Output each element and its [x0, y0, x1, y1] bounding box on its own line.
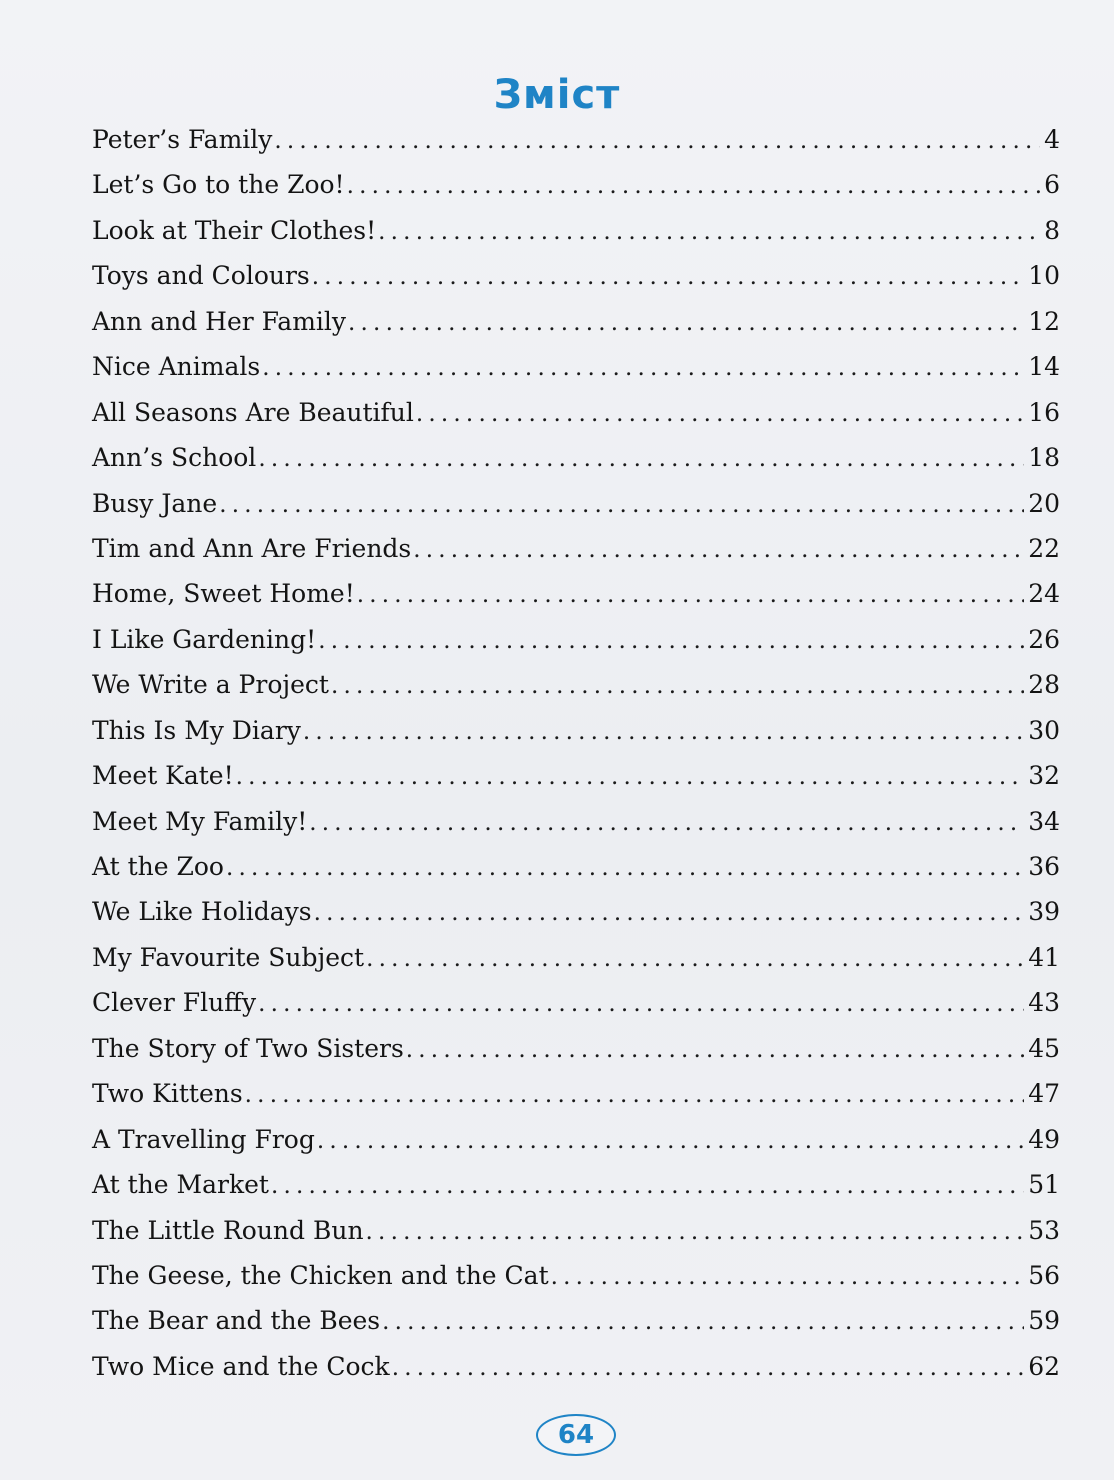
toc-entry[interactable] — [92, 253, 1060, 298]
toc-entry-page: 14 — [1028, 352, 1060, 382]
toc-entry[interactable] — [92, 980, 1060, 1025]
toc-entry-title: We Write a Project — [92, 670, 329, 700]
toc-entry-title: I Like Gardening! — [92, 624, 317, 654]
toc-entry-page: 6 — [1044, 170, 1060, 200]
toc-leader-dots — [258, 982, 1024, 1027]
toc-leader-dots — [245, 1073, 1025, 1118]
toc-entry-title: Let’s Go to the Zoo! — [92, 170, 345, 200]
toc-entry-title: Home, Sweet Home! — [92, 579, 355, 609]
toc-entry-title: Nice Animals — [92, 352, 261, 382]
toc-entry-page: 45 — [1028, 1033, 1060, 1063]
toc-entry-page: 22 — [1028, 533, 1060, 563]
toc-entry-page: 12 — [1028, 306, 1060, 336]
toc-entry[interactable] — [92, 1026, 1060, 1071]
toc-entry[interactable] — [92, 208, 1060, 253]
toc-leader-dots — [347, 164, 1041, 209]
toc-entry-title: Toys and Colours — [92, 261, 310, 291]
toc-entry-title: Two Kittens — [92, 1079, 243, 1109]
toc-leader-dots — [317, 1119, 1024, 1164]
toc-entry-title: Busy Jane — [92, 488, 218, 518]
toc-leader-dots — [378, 210, 1040, 255]
toc-leader-dots — [413, 528, 1024, 573]
toc-entry[interactable] — [92, 1208, 1060, 1253]
toc-entry[interactable] — [92, 299, 1060, 344]
toc-leader-dots — [219, 483, 1024, 528]
toc-entry[interactable] — [92, 753, 1060, 798]
toc-entry-page: 24 — [1028, 579, 1060, 609]
toc-entry-title: Clever Fluffy — [92, 988, 257, 1018]
toc-entry-title: The Story of Two Sisters — [92, 1033, 404, 1063]
toc-entry-title: We Like Holidays — [92, 897, 312, 927]
toc-leader-dots — [318, 619, 1024, 664]
toc-entry[interactable] — [92, 1344, 1060, 1389]
toc-leader-dots — [236, 755, 1025, 800]
toc-entry[interactable] — [92, 435, 1060, 480]
toc-entry-page: 36 — [1028, 852, 1060, 881]
toc-entry-title: At the Zoo — [92, 852, 224, 881]
toc-entry[interactable] — [92, 1298, 1060, 1343]
toc-leader-dots — [258, 437, 1024, 482]
toc-entry-page: 32 — [1028, 761, 1060, 791]
page-number-badge: 64 — [536, 1414, 616, 1456]
toc-leader-dots — [309, 801, 1024, 846]
toc-entry-page: 34 — [1028, 806, 1060, 836]
toc-entry[interactable] — [92, 1162, 1060, 1207]
toc-leader-dots — [331, 664, 1024, 709]
toc-entry-title: Meet My Family! — [92, 806, 308, 836]
toc-entry-title: A Travelling Frog — [92, 1124, 315, 1154]
toc-entry-title: Look at Their Clothes! — [92, 215, 377, 245]
toc-entry-title: Ann’s School — [92, 443, 257, 473]
toc-leader-dots — [303, 710, 1024, 755]
toc-entry-title: Ann and Her Family — [92, 306, 347, 336]
toc-entry-page: 49 — [1028, 1124, 1060, 1154]
toc-leader-dots — [392, 1346, 1024, 1391]
toc-entry[interactable] — [92, 708, 1060, 753]
toc-entry[interactable] — [92, 889, 1060, 934]
toc-entry-title: At the Market — [92, 1170, 269, 1200]
toc-entry-page: 47 — [1028, 1079, 1060, 1109]
page-title: Зміст — [493, 72, 621, 118]
toc-leader-dots — [382, 1300, 1024, 1345]
toc-entry-title: The Little Round Bun — [92, 1215, 364, 1245]
toc-leader-dots — [271, 1164, 1024, 1209]
toc-entry-title: Tim and Ann Are Friends — [92, 533, 412, 563]
toc-entry[interactable] — [92, 799, 1060, 844]
toc-entry-page: 53 — [1028, 1215, 1060, 1245]
toc-entry[interactable] — [92, 844, 1060, 889]
toc-leader-dots — [348, 301, 1024, 346]
toc-entry-title: All Seasons Are Beautiful — [92, 397, 414, 427]
toc-entry[interactable] — [92, 481, 1060, 526]
toc-entry[interactable] — [92, 344, 1060, 389]
toc-entry-page: 10 — [1028, 261, 1060, 291]
table-of-contents — [92, 117, 1060, 1389]
toc-entry-page: 41 — [1028, 942, 1060, 972]
toc-entry-page: 59 — [1028, 1306, 1060, 1336]
toc-entry-title: Meet Kate! — [92, 761, 234, 791]
toc-entry-title: Peter’s Family — [92, 125, 273, 154]
toc-leader-dots — [551, 1255, 1025, 1300]
toc-leader-dots — [312, 255, 1024, 300]
toc-entry-title: The Bear and the Bees — [92, 1306, 381, 1336]
toc-entry[interactable] — [92, 390, 1060, 435]
toc-entry[interactable] — [92, 1117, 1060, 1162]
toc-entry-page: 30 — [1028, 715, 1060, 745]
toc-entry[interactable] — [92, 117, 1060, 162]
toc-entry-page: 43 — [1028, 988, 1060, 1018]
toc-leader-dots — [226, 846, 1024, 891]
toc-entry-page: 20 — [1028, 488, 1060, 518]
toc-leader-dots — [416, 392, 1024, 437]
toc-entry-page: 39 — [1028, 897, 1060, 927]
toc-entry-title: Two Mice and the Cock — [92, 1351, 390, 1381]
toc-entry-page: 51 — [1028, 1170, 1060, 1200]
toc-entry-page: 4 — [1044, 125, 1060, 154]
toc-entry-title: The Geese, the Chicken and the Cat — [92, 1260, 549, 1290]
toc-leader-dots — [357, 573, 1024, 618]
toc-entry[interactable] — [92, 571, 1060, 616]
toc-entry[interactable] — [92, 617, 1060, 662]
toc-leader-dots — [274, 119, 1040, 164]
toc-entry-title: My Favourite Subject — [92, 942, 365, 972]
toc-entry-page: 16 — [1028, 397, 1060, 427]
toc-entry-title: This Is My Diary — [92, 715, 301, 745]
toc-entry-page: 8 — [1044, 215, 1060, 245]
toc-entry[interactable] — [92, 935, 1060, 980]
toc-leader-dots — [406, 1028, 1024, 1073]
toc-entry[interactable] — [92, 1253, 1060, 1298]
toc-entry[interactable] — [92, 1071, 1060, 1116]
toc-entry[interactable] — [92, 162, 1060, 207]
toc-leader-dots — [366, 1210, 1025, 1255]
toc-leader-dots — [314, 891, 1025, 936]
toc-entry[interactable] — [92, 662, 1060, 707]
toc-entry-page: 26 — [1028, 624, 1060, 654]
toc-entry[interactable] — [92, 526, 1060, 571]
toc-entry-page: 28 — [1028, 670, 1060, 700]
toc-leader-dots — [366, 937, 1024, 982]
toc-entry-page: 56 — [1028, 1260, 1060, 1290]
toc-leader-dots — [262, 346, 1024, 391]
toc-entry-page: 62 — [1028, 1351, 1060, 1381]
toc-entry-page: 18 — [1028, 443, 1060, 473]
